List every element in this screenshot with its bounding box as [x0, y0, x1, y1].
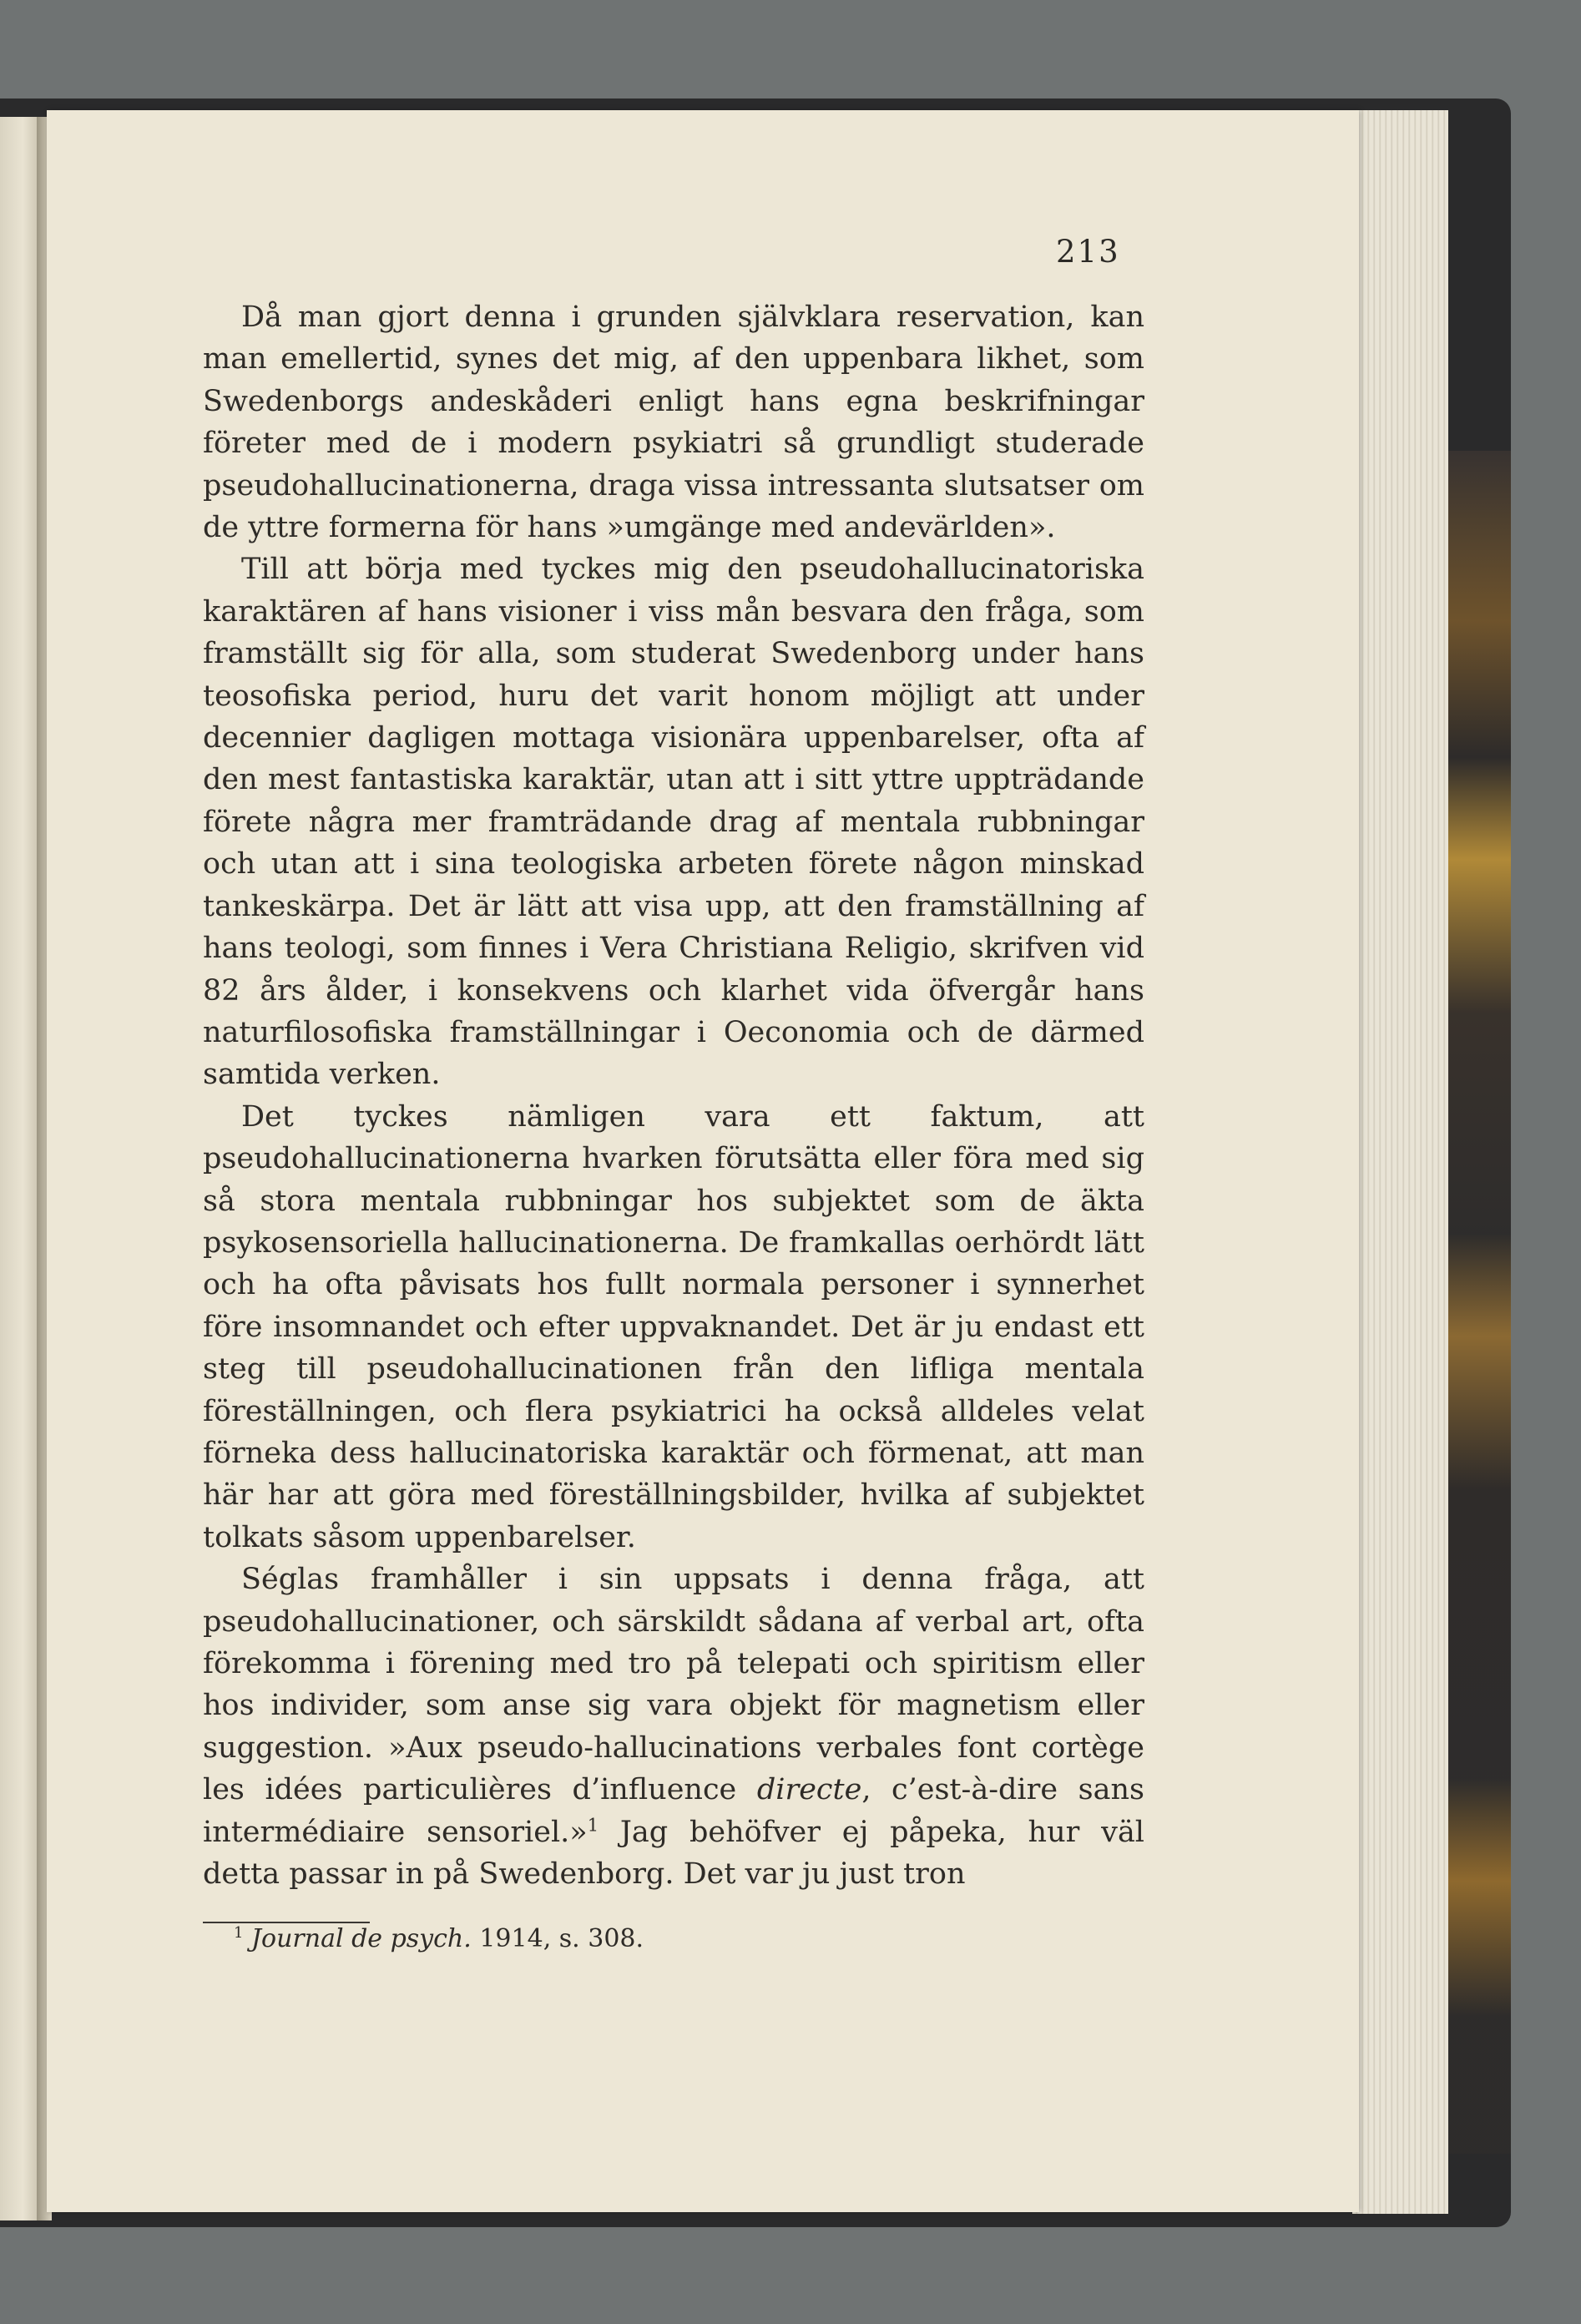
footnote-title: Journal de psych. [251, 1924, 472, 1953]
footnote-marker: 1 [234, 1924, 244, 1942]
italic-word: directe [756, 1773, 862, 1807]
paragraph-4-text-a: Séglas framhåller i sin uppsats i denna fråga, att pseudohallucinationer, och särskildt sådana af verbal art, ofta förekomma i förening med tro på telepati och spiritism eller hos individer, som anse sig vara objekt för magnetism eller suggestion. »Aux pseudo-hallucinations verbales font cortège les idées particulières d’influence [203, 1563, 1144, 1807]
page-edges [1352, 110, 1448, 2214]
left-facing-page [0, 117, 38, 2220]
paragraph-3: Det tyckes nämligen vara ett faktum, att pseudohallucinationerna hvarken förutsätta eller föra med sig så stora mentala rubbningar hos subjektet som de äkta psykosensoriella hallucinationerna. De framkallas oerhördt lätt och ha ofta påvisats hos fullt normala personer i synnerhet före insomnandet och efter uppvaknandet. Det är ju endast ett steg till pseudohallucinationen från den lifliga mentala föreställningen, och flera psykiatrici ha också alldeles velat förneka dess hallucinatoriska karaktär och förmenat, att man här har att göra med föreställningsbilder, hvilka af subjektet tolkats såsom uppenbarelser. [203, 1099, 1144, 1554]
paragraph-4-text-b: , c’est-à-dire sans intermédiaire sensoriel.» [203, 1773, 1144, 1849]
paragraph-2: Till att börja med tyckes mig den pseudohallucinatoriska karaktären af hans visioner i viss mån besvara den fråga, som framställt sig för alla, som studerat Swedenborg under hans teosofiska period, huru det varit honom möjligt att under decennier dagligen mottaga visionära uppenbarelser, ofta af den mest fantastiska karaktär, utan att i sitt yttre uppträdande förete några mer framträdande drag af mentala rubbningar och utan att i sina teologiska arbeten förete någon minskad tankeskärpa. Det är lätt att visa upp, att den framställning af hans teologi, som finnes i Vera Christiana Religio, skrifven vid 82 års ålder, i konsekvens och klarhet vida öfvergår hans naturfilosofiska framställningar i Oeconomia och de därmed samtida verken. [203, 553, 1144, 1092]
body-text [203, 296, 1144, 1895]
paragraph-1: Då man gjort denna i grunden självklara reservation, kan man emellertid, synes det mig, af den uppenbara likhet, som Swedenborgs andeskåderi enligt hans egna beskrifningar företer med de i modern psykiatri så grundligt studerade pseudohallucinationerna, draga vissa intressanta slutsatser om de yttre formerna för hans »umgänge med andevärlden». [203, 301, 1144, 545]
paragraph-4-text-c: Jag behöfver ej påpeka, hur väl detta passar in på Swedenborg. Det var ju just tron [203, 1815, 1145, 1892]
page-number: 213 [1056, 234, 1120, 270]
footnote-reference: 1 [587, 1814, 599, 1835]
paragraph-4 [203, 1559, 1144, 1895]
tortoiseshell-binding [1444, 451, 1511, 2154]
footnote-details: 1914, s. 308. [479, 1924, 644, 1953]
footnote [234, 1920, 644, 1958]
